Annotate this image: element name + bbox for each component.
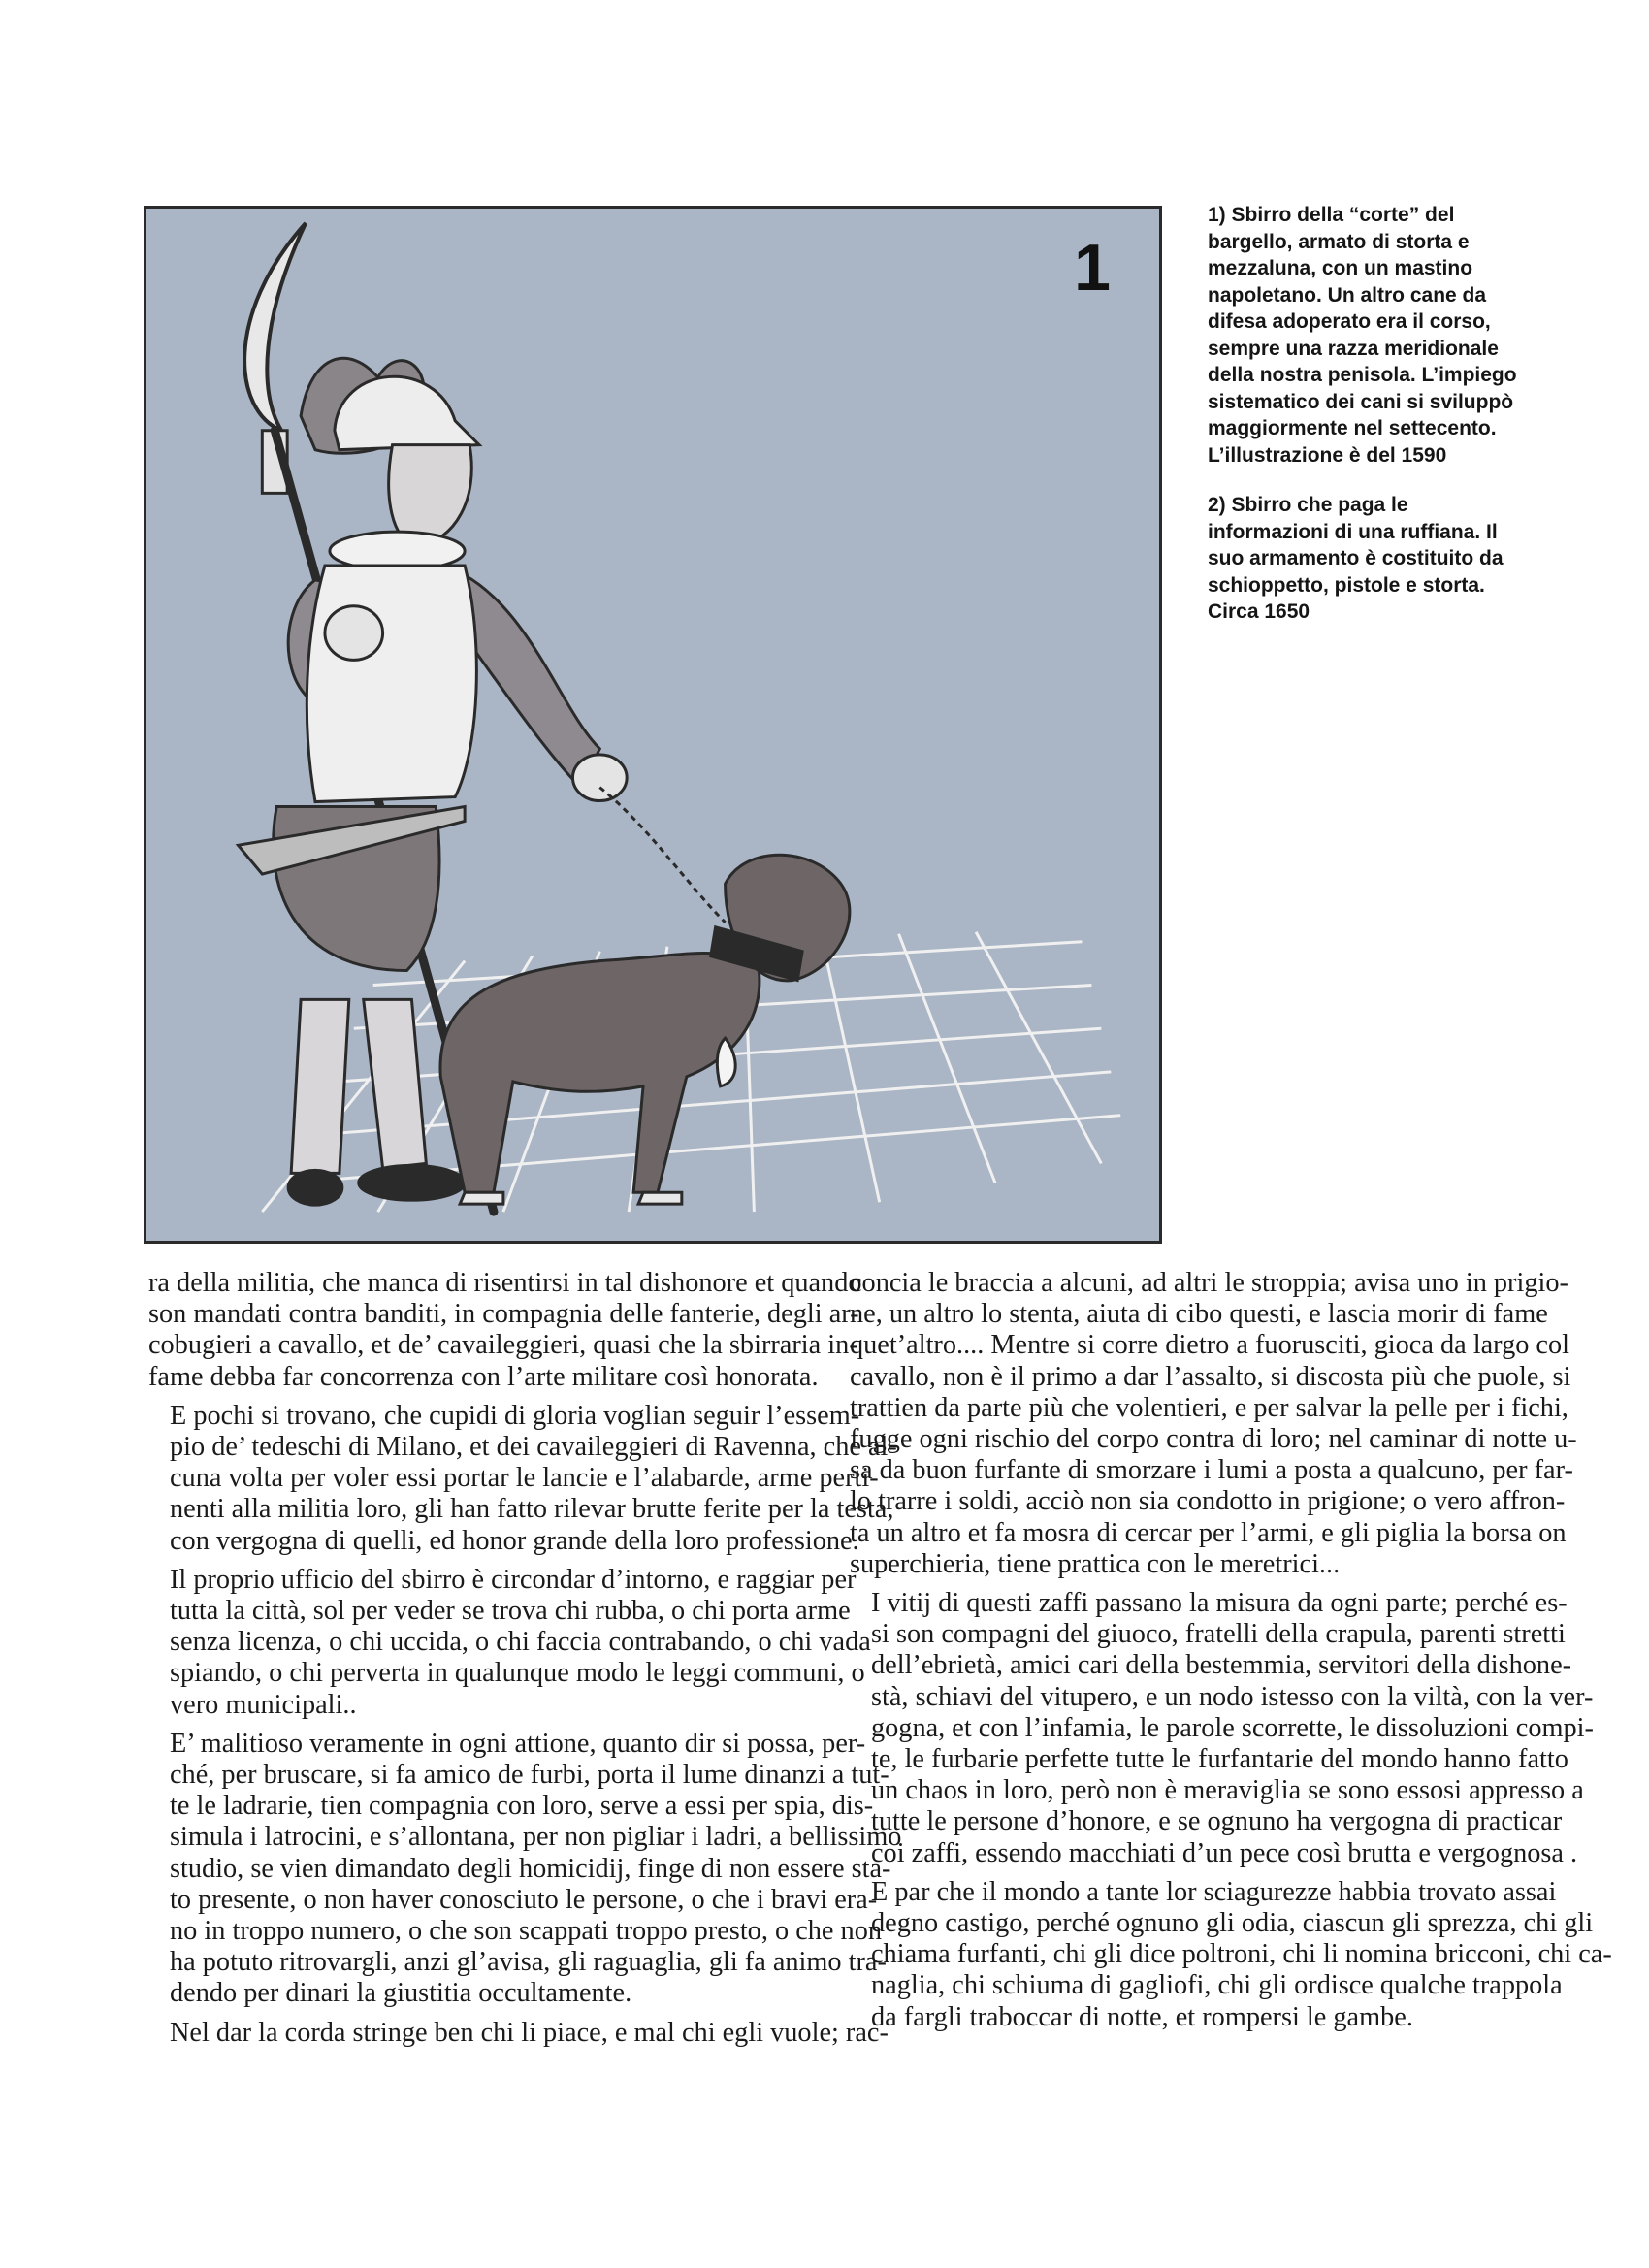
- text-line: quet’altro.... Mentre si corre dietro a fuorusciti, gioca da largo col: [850, 1330, 1570, 1361]
- text-line: no in troppo numero, o che son scappati troppo presto, o che non: [170, 1916, 882, 1947]
- text-line: te, le furbarie perfette tutte le furfantarie del mondo hanno fatto: [871, 1744, 1568, 1775]
- text-line: fame debba far concorrenza con l’arte militare così honorata.: [148, 1361, 819, 1392]
- text-line: E pochi si trovano, che cupidi di gloria voglian seguir l’essem-: [170, 1400, 860, 1431]
- text-line: dell’ebrietà, amici cari della bestemmia, servitori della dishone-: [871, 1650, 1572, 1681]
- text-line: trattien da parte più che volentieri, e per salvar la pelle per i fichi,: [850, 1392, 1568, 1423]
- text-line: E’ malitioso veramente in ogni attione, quanto dir si possa, per-: [170, 1728, 866, 1759]
- text-line: chiama furfanti, chi gli dice poltroni, chi li nomina bricconi, chi ca-: [871, 1939, 1612, 1970]
- text-line: tutta la città, sol per veder se trova chi rubba, o chi porta arme: [170, 1596, 851, 1627]
- paragraph: [148, 1728, 902, 2010]
- text-line: gogna, et con l’infamia, le parole scorrette, le dissoluzioni compi-: [871, 1712, 1594, 1743]
- sbirro-with-mastiff-drawing: [146, 209, 1159, 1241]
- figure-captions: [1208, 202, 1523, 649]
- text-line: spiando, o chi perverta in qualunque modo le leggi communi, o: [170, 1658, 865, 1689]
- text-line: lo trarre i soldi, acciò non sia condotto in prigione; o vero affron-: [850, 1486, 1566, 1517]
- text-line: ha potuto ritrovargli, anzi gl’avisa, gli raguaglia, gli fa animo tra-: [170, 1947, 887, 1978]
- text-line: ta un altro et fa mosra di cercar per l’armi, e gli piglia la borsa on: [850, 1517, 1567, 1548]
- text-line: dendo per dinari la giustitia occultamente.: [170, 1978, 632, 2009]
- text-line: un chaos in loro, però non è meraviglia se sono essosi appresso a: [871, 1775, 1584, 1806]
- text-line: ne, un altro lo stenta, aiuta di cibo questi, e lascia morir di fame: [850, 1299, 1548, 1330]
- text-line: te le ladrarie, tien compagnia con loro, serve a essi per spia, dis-: [170, 1791, 874, 1822]
- text-line: degno castigo, perché ognuno gli odia, ciascun gli sprezza, chi gli: [871, 1908, 1594, 1939]
- text-line: cobugieri a cavallo, et de’ cavaileggieri, quasi che la sbirraria in-: [148, 1330, 858, 1361]
- text-line: cavallo, non è il primo a dar l’assalto, si discosta più che puole, si: [850, 1361, 1571, 1392]
- text-line: vero municipali..: [170, 1689, 357, 1720]
- caption-2: 2) Sbirro che paga le informazioni di una ruffiana. Il suo armamento è costituito da schioppetto, pistole e storta. Circa 1650: [1208, 494, 1504, 623]
- text-line: I vitij di questi zaffi passano la misura da ogni parte; perché es-: [871, 1588, 1568, 1619]
- text-line: pio de’ tedeschi di Milano, et dei cavaileggieri di Ravenna, che al-: [170, 1432, 897, 1463]
- article-column-right: [850, 1268, 1612, 2041]
- caption-1: 1) Sbirro della “corte” del bargello, armato di storta e mezzaluna, con un mastino napoletano. Un altro cane da difesa adoperato era il corso, sempre una razza meridionale della nostra penisola. L’impiego sistematico dei cani si sviluppò maggiormente nel settecento. L’illustrazione è del 1590: [1208, 204, 1517, 467]
- text-line: senza licenza, o chi uccida, o chi faccia contrabando, o chi vada: [170, 1627, 871, 1658]
- neapolitan-mastiff: [440, 855, 850, 1204]
- text-line: cuna volta per voler essi portar le lancie e l’alabarde, arme perti-: [170, 1463, 879, 1494]
- text-line: studio, se vien dimandato degli homicidij, finge di non essere sta-: [170, 1853, 891, 1884]
- text-line: da fargli traboccar di notte, et rompersi le gambe.: [871, 2001, 1413, 2032]
- text-line: si son compagni del giuoco, fratelli della crapula, parenti stretti: [871, 1619, 1566, 1650]
- text-line: to presente, o non haver conosciuto le persone, o che i bravi era-: [170, 1884, 878, 1915]
- paragraph: [148, 2017, 889, 2049]
- text-line: concia le braccia a alcuni, ad altri le stroppia; avisa uno in prigio-: [850, 1268, 1568, 1298]
- text-line: stà, schiavi del vitupero, e un nodo istesso con la viltà, con la ver-: [871, 1681, 1594, 1712]
- text-line: nenti alla militia loro, gli han fatto rilevar brutte ferite per la testa,: [170, 1494, 894, 1525]
- paragraph: [850, 1876, 1612, 2033]
- paragraph: [148, 1400, 897, 1557]
- illustration-1: [144, 206, 1162, 1244]
- paragraph: [850, 1268, 1577, 1580]
- paragraph: [148, 1564, 871, 1721]
- article-column-left: [148, 1268, 902, 2057]
- text-line: Nel dar la corda stringe ben chi li piace, e mal chi egli vuole; rac-: [170, 2017, 889, 2048]
- text-line: superchieria, tiene prattica con le meretrici...: [850, 1548, 1341, 1579]
- text-line: sa da buon furfante di smorzare i lumi a posta a qualcuno, per far-: [850, 1455, 1573, 1486]
- text-line: naglia, chi schiuma di gagliofi, chi gli ordisce qualche trappola: [871, 1970, 1563, 2001]
- figure-number: 1: [1074, 231, 1111, 305]
- text-line: fugge ogni rischio del corpo contra di loro; nel caminar di notte u-: [850, 1424, 1577, 1455]
- text-line: simula i latrocini, e s’allontana, per non pigliar i ladri, a bellissimo: [170, 1822, 902, 1853]
- paragraph: [148, 1268, 862, 1393]
- text-line: tutte le persone d’honore, e se ognuno ha vergogna di practicar: [871, 1806, 1563, 1837]
- text-line: ra della militia, che manca di risentirsi in tal dishonore et quando: [148, 1268, 862, 1298]
- leash: [599, 788, 725, 923]
- text-line: coi zaffi, essendo macchiati d’un pece così brutta e vergognosa .: [871, 1837, 1578, 1868]
- text-line: con vergogna di quelli, ed honor grande della loro professione.: [170, 1525, 859, 1556]
- text-line: Il proprio ufficio del sbirro è circondar d’intorno, e raggiar per: [170, 1564, 857, 1595]
- text-line: son mandati contra banditi, in compagnia delle fanterie, degli ar-: [148, 1299, 859, 1330]
- paragraph: [850, 1588, 1594, 1869]
- text-line: E par che il mondo a tante lor sciagurezze habbia trovato assai: [871, 1876, 1557, 1907]
- text-line: ché, per bruscare, si fa amico de furbi, porta il lume dinanzi a tut-: [170, 1760, 889, 1791]
